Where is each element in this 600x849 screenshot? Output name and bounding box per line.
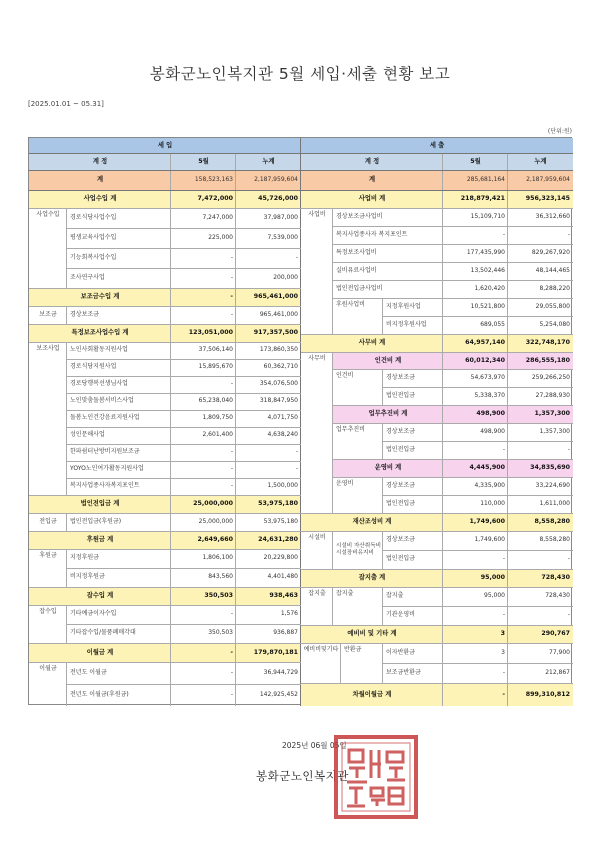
income-group-month: - (171, 643, 236, 662)
expense-col-cumulative: 누계 (508, 153, 573, 170)
expense-row-cum: - (567, 611, 570, 619)
expense-subcategory: 잡지출 (336, 590, 354, 597)
expense-subcategory: 반환금 (344, 646, 362, 653)
income-group-label: 보조금수입 계 (29, 288, 171, 306)
expense-row-month: 54,673,970 (470, 373, 505, 381)
divider (383, 495, 573, 496)
divider (333, 369, 573, 370)
income-group-label: 사업수입 계 (29, 190, 171, 208)
expense-row-month: - (502, 668, 505, 676)
divider (29, 324, 301, 325)
income-row-month: 15,895,670 (198, 363, 233, 371)
divider (301, 683, 573, 684)
expense-group-cum: 322,748,170 (508, 334, 573, 352)
income-row-month: - (230, 690, 233, 698)
income-row-month: 1,809,750 (202, 414, 233, 422)
expense-group-cum: 899,310,812 (508, 683, 573, 706)
expense-group-month: 60,012,340 (443, 352, 508, 369)
divider (67, 427, 301, 428)
divider (67, 444, 301, 445)
income-row-name: 지정후원금 (70, 554, 99, 562)
income-row-name: 전년도 이월금 (70, 668, 107, 676)
expense-group-cum: 728,430 (508, 569, 573, 587)
budget-table (28, 137, 572, 705)
income-row-month: 25,000,000 (198, 517, 233, 525)
income-group-cum: 53,975,180 (236, 495, 301, 513)
income-row-name: 경상보조금 (70, 310, 99, 318)
expense-total-label: 계 (301, 170, 443, 190)
income-row-cum: 7,539,000 (267, 233, 298, 241)
divider (29, 153, 573, 154)
divider (333, 226, 573, 227)
divider (67, 624, 301, 625)
divider (301, 513, 573, 514)
divider (383, 316, 573, 317)
divider (67, 228, 301, 229)
divider (66, 306, 67, 324)
income-row-cum: 965,461,000 (259, 310, 298, 318)
income-group-month: 350,503 (171, 587, 236, 605)
income-row-month: - (230, 380, 233, 388)
income-group-label: 잡수입 계 (29, 587, 171, 605)
expense-group-label: 사무비 계 (301, 334, 443, 352)
expense-category: 잡지출 (308, 590, 326, 597)
divider (301, 625, 573, 626)
income-row-name: 한파쉼터난방비지원보조금 (70, 448, 140, 456)
income-row-name: 돌봄노인건강음료지원사업 (70, 414, 140, 422)
expense-row-name: 기관운영비 (386, 611, 415, 619)
divider (29, 643, 301, 644)
expense-group-label: 재산조성비 계 (301, 513, 443, 531)
expense-row-month: - (502, 445, 505, 453)
page-title: 봉화군노인복지관 5월 세입·세출 현황 보고 (149, 65, 451, 83)
divider (332, 587, 333, 625)
income-row-cum: 936,887 (273, 629, 298, 637)
expense-group-cum: 290,767 (508, 625, 573, 643)
income-total-month: 158,523,163 (171, 170, 236, 190)
divider (29, 495, 301, 496)
expense-row-cum: 33,224,690 (535, 481, 570, 489)
expense-group-label: 잡지출 계 (301, 569, 443, 587)
expense-subcategory: 인건비 (336, 372, 354, 379)
expense-row-name: 지정후원사업 (386, 302, 421, 310)
income-row-month: 350,503 (208, 629, 233, 637)
income-row-cum: 1,500,000 (267, 482, 298, 490)
divider (29, 190, 573, 191)
expense-group-month: 3 (443, 625, 508, 643)
expense-row-cum: 1,611,000 (539, 499, 570, 507)
divider (333, 477, 573, 478)
income-group-cum: 917,357,500 (236, 324, 301, 342)
income-category: 전입금 (39, 517, 57, 525)
expense-row-name: 법인전입금 (386, 445, 415, 453)
income-row-name: 경로식당지원사업 (70, 363, 117, 371)
income-group-label: 후원금 계 (29, 531, 171, 549)
income-row-cum: 37,987,000 (263, 213, 298, 221)
expense-row-cum: 8,558,280 (539, 536, 570, 544)
expense-row-name: 복지사업종사자 복지포인트 (336, 230, 408, 238)
divider (333, 298, 573, 299)
income-row-name: 법인전입금(후원금) (70, 517, 122, 525)
income-group-label: 법인전입금 계 (29, 495, 171, 513)
expense-group-cum: 1,357,300 (508, 405, 573, 423)
expense-row-month: 15,109,710 (470, 212, 505, 220)
divider (29, 605, 301, 606)
divider (442, 153, 443, 706)
income-row-month: - (230, 610, 233, 618)
income-row-name: 전년도 이월금(후원금) (70, 690, 129, 698)
expense-group-month: 218,879,421 (443, 190, 508, 208)
income-row-cum: 4,401,480 (267, 573, 298, 581)
expense-row-month: 177,435,990 (466, 248, 505, 256)
divider (29, 288, 301, 289)
income-col-cumulative: 누계 (236, 153, 301, 170)
divider (301, 569, 573, 570)
income-category: 보조사업 (36, 345, 60, 352)
divider (332, 531, 333, 569)
expense-row-cum: 48,144,465 (535, 266, 570, 274)
expense-row-name: 특정보조사업비 (336, 248, 377, 256)
divider (301, 587, 573, 588)
income-row-cum: 36,944,729 (263, 668, 298, 676)
expense-row-month: 110,000 (480, 499, 505, 507)
expense-row-month: 13,502,446 (470, 266, 505, 274)
expense-subcategory: 시설비 자산취득비 시설장비유지비 (336, 543, 382, 556)
income-group-cum: 179,870,181 (236, 643, 301, 662)
expense-group-month: 95,000 (443, 569, 508, 587)
income-row-cum: 20,229,800 (263, 554, 298, 562)
report-period: [2025.01.01 ~ 05.31] (28, 100, 104, 108)
expense-row-name: 법인전입금 (386, 499, 415, 507)
income-category: 후원금 (39, 552, 57, 559)
divider (333, 459, 573, 460)
expense-row-month: 1,620,420 (474, 284, 505, 292)
income-group-month: - (171, 288, 236, 306)
divider (301, 352, 573, 353)
expense-row-month: 689,055 (480, 320, 505, 328)
income-row-cum: - (295, 465, 298, 473)
income-row-name: 기능회복사업수입 (70, 253, 117, 261)
income-row-name: 노인맞춤돌봄서비스사업 (70, 397, 134, 405)
expense-group-label: 사업비 계 (301, 190, 443, 208)
expense-group-cum: 956,323,145 (508, 190, 573, 208)
expense-group-month: 64,957,140 (443, 334, 508, 352)
income-group-cum: 938,463 (236, 587, 301, 605)
expense-total-cum: 2,187,959,604 (508, 170, 573, 190)
expense-col-month: 5월 (443, 153, 508, 170)
expense-category: 시설비 (308, 534, 326, 541)
divider (29, 170, 573, 171)
income-row-cum: - (295, 253, 298, 261)
income-row-month: 1,806,100 (202, 554, 233, 562)
income-row-name: 복지사업종사자복지포인트 (70, 482, 140, 490)
divider (300, 138, 301, 706)
expense-row-cum: 8,288,220 (539, 284, 570, 292)
income-group-month: 2,649,660 (171, 531, 236, 549)
divider (301, 531, 573, 532)
expense-row-cum: - (567, 555, 570, 563)
income-row-cum: 60,362,710 (263, 363, 298, 371)
expense-group-cum: 8,558,280 (508, 513, 573, 531)
income-total-label: 계 (29, 170, 171, 190)
expense-row-cum: 1,357,300 (539, 427, 570, 435)
report-date: 2025년 06월 05일 (282, 741, 347, 750)
divider (29, 662, 301, 663)
divider (383, 441, 573, 442)
expense-total-month: 285,681,164 (443, 170, 508, 190)
divider (29, 306, 301, 307)
divider (67, 393, 301, 394)
expense-row-cum: 27,288,930 (535, 391, 570, 399)
divider (67, 268, 301, 269)
expense-row-name: 잡지출 (386, 592, 404, 600)
income-group-month: 123,051,000 (171, 324, 236, 342)
divider (333, 423, 573, 424)
expense-row-cum: - (567, 445, 570, 453)
expense-row-cum: 36,312,660 (535, 212, 570, 220)
income-group-label: 특정보조사업수입 계 (29, 324, 171, 342)
income-row-month: - (230, 310, 233, 318)
expense-row-month: - (502, 230, 505, 238)
expense-row-name: 경상보조금 (386, 427, 415, 435)
income-row-cum: 354,076,500 (259, 380, 298, 388)
divider (301, 334, 573, 335)
income-group-cum: 45,726,000 (236, 190, 301, 208)
income-row-name: 성인문해사업 (70, 431, 105, 439)
income-row-cum: 200,000 (273, 273, 298, 281)
expense-row-month: 5,338,370 (474, 391, 505, 399)
organization-name: 봉화군노인복지관 (256, 769, 349, 783)
income-row-month: 2,601,400 (202, 431, 233, 439)
income-row-cum: 1,576 (280, 610, 298, 618)
expense-col-account: 계 정 (301, 153, 443, 170)
income-col-month: 5월 (171, 153, 236, 170)
income-header: 세 입 (29, 138, 301, 153)
income-row-name: 기타잡수입/물품폐매각대 (70, 629, 136, 637)
expense-row-name: 보조금반환금 (386, 668, 421, 676)
income-row-month: 7,247,000 (202, 213, 233, 221)
expense-row-name: 경상보조금 (386, 373, 415, 381)
income-row-name: 비지정후원금 (70, 573, 105, 581)
income-group-cum: 24,631,280 (236, 531, 301, 549)
divider (67, 410, 301, 411)
income-col-account: 계 정 (29, 153, 171, 170)
income-row-month: - (230, 482, 233, 490)
income-row-name: 경로당행복선생님사업 (70, 380, 128, 388)
income-row-cum: 318,847,950 (259, 397, 298, 405)
divider (67, 478, 301, 479)
income-row-name: 조사연구사업 (70, 273, 105, 281)
income-row-name: 기타예금이자수입 (70, 610, 117, 618)
divider (383, 663, 573, 664)
divider (340, 643, 341, 683)
expense-category: 사업비 (308, 211, 326, 218)
income-row-month: - (230, 253, 233, 261)
income-row-cum: 4,638,240 (267, 431, 298, 439)
income-category: 사업수입 (36, 211, 60, 218)
divider (333, 280, 573, 281)
income-row-month: - (230, 273, 233, 281)
expense-group-label: 인건비 계 (333, 352, 443, 369)
income-row-cum: 142,925,452 (259, 690, 298, 698)
divider (67, 461, 301, 462)
expense-group-label: 운영비 계 (333, 459, 443, 477)
expense-category: 사무비 (308, 355, 326, 362)
divider (507, 153, 508, 706)
official-seal-icon (333, 734, 419, 820)
expense-group-month: 4,445,900 (443, 459, 508, 477)
income-row-cum: - (295, 448, 298, 456)
expense-row-month: 4,335,900 (474, 481, 505, 489)
expense-group-month: 1,749,600 (443, 513, 508, 531)
income-group-month: 7,472,000 (171, 190, 236, 208)
divider (29, 549, 301, 550)
expense-row-month: - (502, 611, 505, 619)
expense-row-cum: 29,055,800 (535, 302, 570, 310)
divider (301, 208, 573, 209)
income-category: 이월금 (39, 665, 57, 672)
divider (67, 684, 301, 685)
expense-group-label: 차월이월금 계 (301, 683, 443, 706)
expense-row-name: 경상보조금사업비 (336, 212, 383, 220)
expense-row-month: 3 (501, 648, 505, 656)
expense-row-name: 경상보조금 (386, 481, 415, 489)
expense-group-cum: 286,555,180 (508, 352, 573, 369)
divider (29, 208, 301, 209)
divider (333, 262, 573, 263)
divider (333, 405, 573, 406)
divider (383, 606, 573, 607)
expense-row-cum: - (567, 230, 570, 238)
income-row-month: 843,560 (208, 573, 233, 581)
expense-row-month: 1,749,600 (474, 536, 505, 544)
divider (67, 568, 301, 569)
income-row-name: 평생교육사업수입 (70, 233, 117, 241)
income-group-month: 25,000,000 (171, 495, 236, 513)
divider (383, 550, 573, 551)
income-category: 보조금 (39, 310, 57, 318)
divider (301, 643, 573, 644)
income-row-month: 37,506,140 (198, 346, 233, 354)
income-category: 잡수입 (39, 608, 57, 615)
expense-group-cum: 34,835,690 (508, 459, 573, 477)
expense-group-label: 예비비 및 기타 계 (301, 625, 443, 643)
expense-row-cum: 77,900 (549, 648, 570, 656)
expense-row-cum: 5,254,080 (539, 320, 570, 328)
expense-row-month: 95,000 (484, 592, 505, 600)
income-row-month: - (230, 465, 233, 473)
income-row-month: 225,000 (208, 233, 233, 241)
expense-row-name: 법인전입금사업비 (336, 284, 383, 292)
expense-row-month: - (502, 555, 505, 563)
income-row-name: 노인사회활동지원사업 (70, 346, 128, 354)
expense-row-cum: 212,867 (545, 668, 570, 676)
divider (66, 513, 67, 531)
income-row-month: 65,238,040 (198, 397, 233, 405)
divider (333, 244, 573, 245)
expense-row-name: 실비유료사업비 (336, 266, 377, 274)
expense-row-name: 법인전입금 (386, 555, 415, 563)
divider (29, 513, 301, 514)
expense-group-month: 498,900 (443, 405, 508, 423)
divider (29, 587, 301, 588)
expense-row-cum: 829,267,920 (531, 248, 570, 256)
expense-row-cum: 728,430 (545, 592, 570, 600)
income-row-month: - (230, 448, 233, 456)
expense-row-cum: 259,266,250 (531, 373, 570, 381)
divider (67, 248, 301, 249)
income-row-name: YOYO노인여가활동지원사업 (70, 465, 144, 473)
income-total-cum: 2,187,959,604 (236, 170, 301, 190)
expense-row-name: 이자반환금 (386, 648, 415, 656)
divider (67, 376, 301, 377)
income-row-month: - (230, 668, 233, 676)
expense-group-label: 업무추진비 계 (333, 405, 443, 423)
divider (29, 531, 301, 532)
expense-row-name: 법인전입금 (386, 391, 415, 399)
divider (29, 342, 301, 343)
income-group-cum: 965,461,000 (236, 288, 301, 306)
expense-subcategory: 후원사업비 (336, 301, 365, 308)
expense-header: 세 출 (301, 138, 573, 153)
expense-subcategory: 운영비 (336, 480, 354, 487)
income-row-cum: 53,975,180 (263, 517, 298, 525)
expense-group-month: - (443, 683, 508, 706)
income-row-name: 경로식당사업수입 (70, 213, 117, 221)
expense-row-month: 10,521,800 (470, 302, 505, 310)
expense-row-name: 비지정후원사업 (386, 320, 427, 328)
divider (383, 387, 573, 388)
unit-label: (단위:원) (547, 128, 572, 135)
expense-row-month: 498,900 (480, 427, 505, 435)
income-group-label: 이월금 계 (29, 643, 171, 662)
divider (332, 352, 333, 513)
divider (66, 342, 67, 495)
expense-subcategory: 업무추진비 (336, 426, 365, 433)
income-row-cum: 173,860,350 (259, 346, 298, 354)
income-row-cum: 4,071,750 (267, 414, 298, 422)
expense-row-name: 경상보조금 (386, 536, 415, 544)
expense-category: 예비비및기타 (303, 646, 339, 653)
divider (67, 359, 301, 360)
